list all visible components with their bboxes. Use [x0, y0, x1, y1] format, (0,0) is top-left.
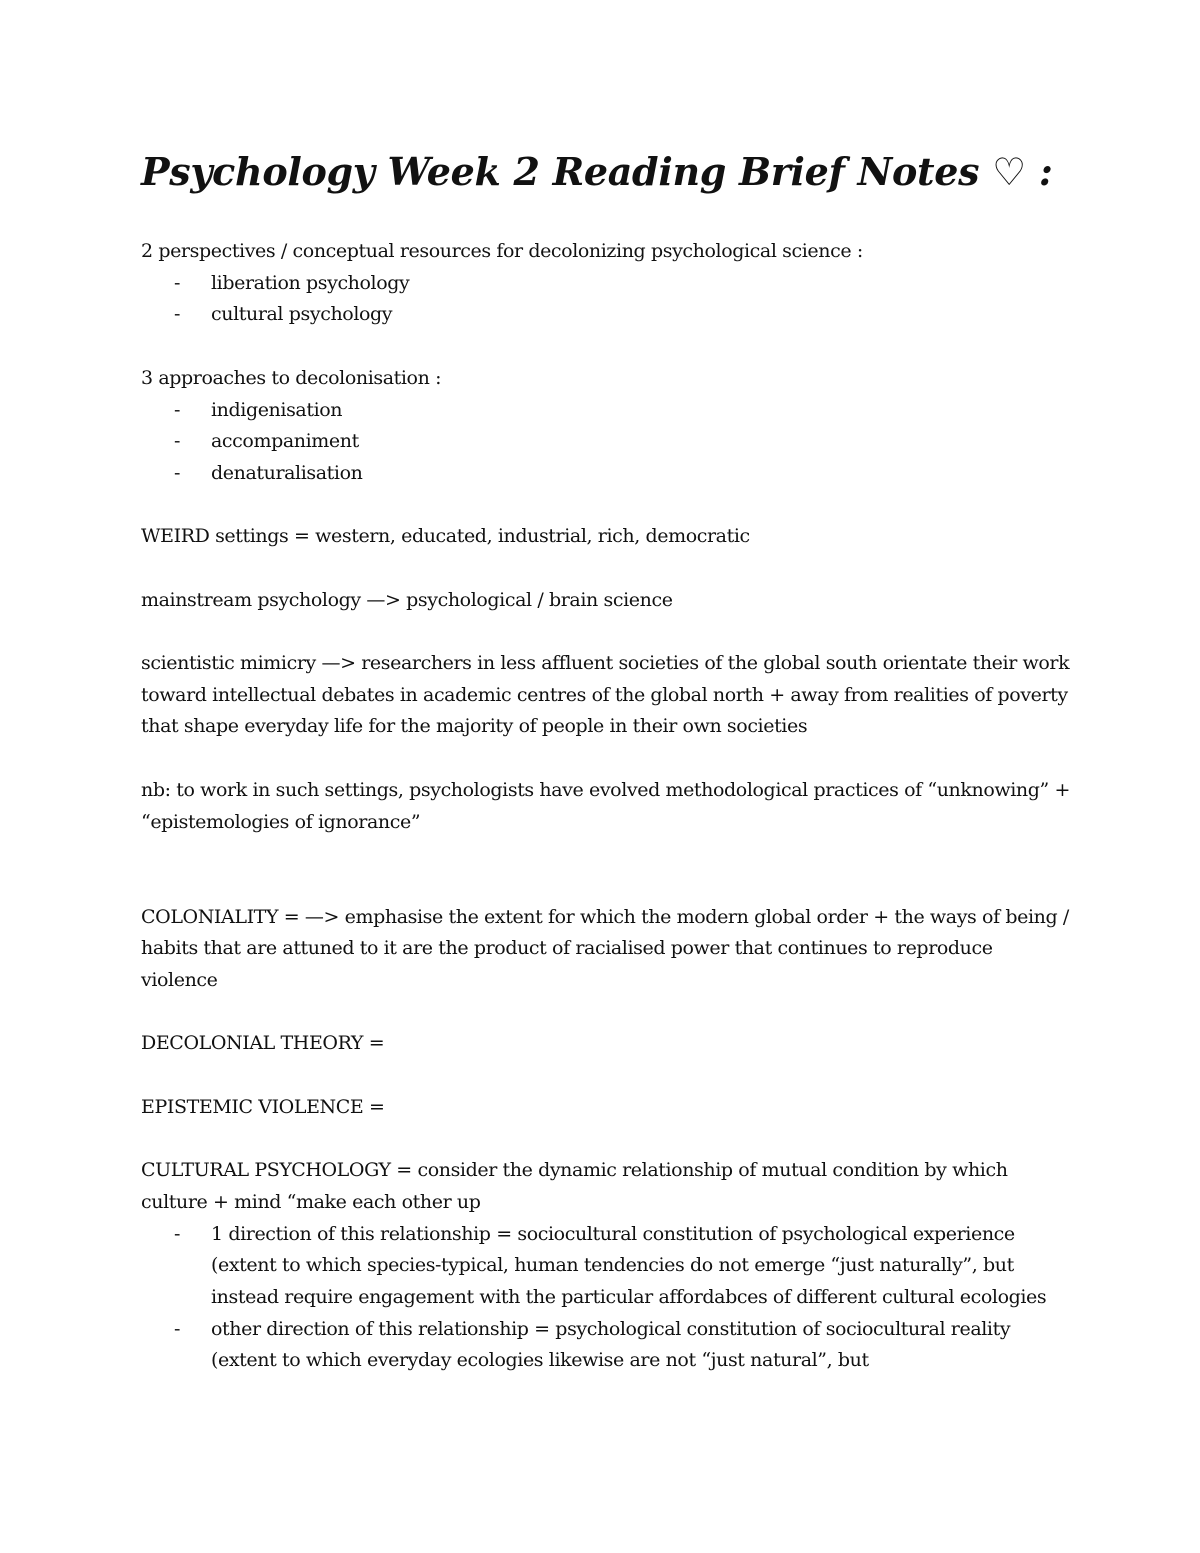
list-item-text: other direction of this relationship = psychological constitution of sociocultural reality (extent to which everyday ecologies likewise are not “just natural”, but [211, 1317, 1011, 1372]
spacer [141, 743, 1071, 775]
list-item-text: denaturalisation [211, 461, 363, 484]
list-item [141, 1314, 1071, 1377]
list-item [141, 426, 1071, 458]
list-item [141, 395, 1071, 427]
coloniality-definition: COLONIALITY = —> emphasise the extent for which the modern global order + the ways of being / habits that are attuned to it are the product of racialised power that continues to reproduce violence [141, 905, 1069, 992]
approaches-heading: 3 approaches to decolonisation : [141, 366, 442, 389]
dash-bullet: - [174, 1222, 181, 1245]
list-item [141, 268, 1071, 300]
list-item [141, 1219, 1071, 1314]
decolonial-theory-definition: DECOLONIAL THEORY = [141, 1032, 385, 1055]
list-item-text: 1 direction of this relationship = sociocultural constitution of psychological experience (extent to which species-typical, human tendencies do not emerge “just naturally”, but instead require engagement with the particular affordabces of different cultural ecologies [211, 1222, 1047, 1309]
spacer [141, 838, 1071, 901]
weird-definition: WEIRD settings = western, educated, industrial, rich, democratic [141, 525, 750, 548]
spacer [141, 1060, 1071, 1092]
list-item-text: cultural psychology [211, 303, 393, 326]
nb-note: nb: to work in such settings, psychologists have evolved methodological practices of “unknowing” + “epistemologies of ignorance” [141, 778, 1070, 833]
spacer [141, 616, 1071, 648]
spacer [141, 553, 1071, 585]
mainstream-note: mainstream psychology —> psychological / brain science [141, 588, 673, 611]
dash-bullet: - [174, 461, 181, 484]
scientistic-mimicry-note: scientistic mimicry —> researchers in less affluent societies of the global south orientate their work toward intellectual debates in academic centres of the global north + away from realities of poverty that shape everyday life for the majority of people in their own societies [141, 652, 1070, 738]
list-item-text: accompaniment [211, 430, 359, 453]
spacer [141, 331, 1071, 363]
perspectives-list [141, 268, 1071, 331]
dash-bullet: - [174, 398, 181, 421]
dash-bullet: - [174, 430, 181, 453]
list-item-text: indigenisation [211, 398, 343, 421]
dash-bullet: - [174, 1317, 181, 1340]
perspectives-heading: 2 perspectives / conceptual resources for decolonizing psychological science : [141, 240, 863, 262]
spacer [141, 1124, 1071, 1156]
page-title: Psychology Week 2 Reading Brief Notes ♡ : [141, 149, 1053, 194]
list-item [141, 299, 1071, 331]
list-item-text: liberation psychology [211, 271, 410, 294]
approaches-list [141, 395, 1071, 490]
cultural-psychology-list [141, 1219, 1071, 1378]
cultural-psychology-definition: CULTURAL PSYCHOLOGY = consider the dynamic relationship of mutual condition by which culture + mind “make each other up [141, 1159, 1008, 1213]
dash-bullet: - [174, 271, 181, 294]
spacer [141, 997, 1071, 1029]
notes-body [141, 236, 1071, 1377]
spacer [141, 490, 1071, 522]
dash-bullet: - [174, 303, 181, 326]
list-item [141, 458, 1071, 490]
epistemic-violence-definition: EPISTEMIC VIOLENCE = [141, 1095, 385, 1118]
